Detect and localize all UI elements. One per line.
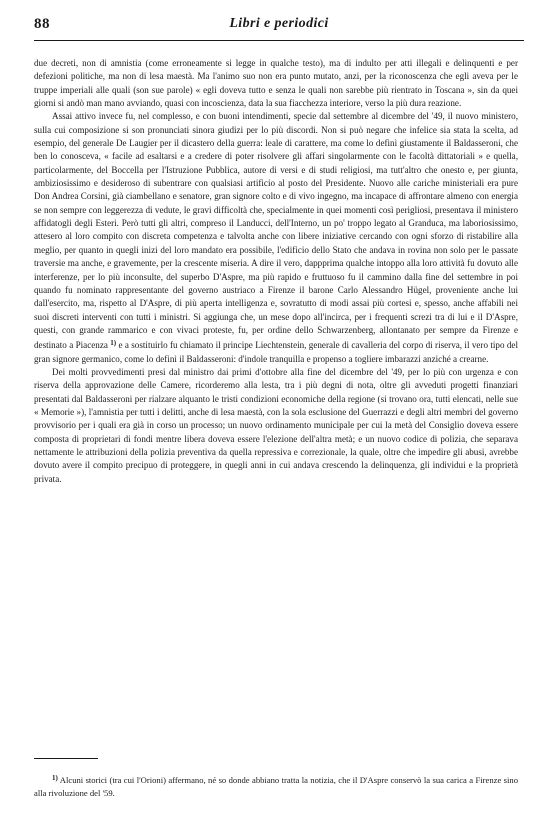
paragraph-1: due decreti, non di amnistia (come erroneamente si legge in qualche testo), ma di indulto per atti illegali e delinquenti e per defezioni politiche, ma non di lesa maestà. Ma l'animo suo non era punto mutato, anzi, per la riconoscenza che egli aveva per le truppe imperiali alle quali (son sue parole) « egli doveva tutto e senza le quali non sarebbe più rientrato in Toscana », sin da quei giorni si andò man mano avviando, quasi con incoscienza, data la sua fiacchezza interiore, verso la più dura reazione. <box>34 58 518 109</box>
paragraph-2 <box>34 110 518 366</box>
body-text <box>34 57 518 486</box>
footnote-mark: 1) <box>52 774 58 782</box>
paragraph-2-text: Assai attivo invece fu, nel complesso, e con buoni intendimenti, specie dal settembre al dicembre del '49, il nuovo ministero, sulla cui composizione si son pronunciati sinora giudizi per lo più discordi. Non si può negare che infelice sia stata la scelta, ad esempio, del generale De Laugier per il dicastero della guerra: leale di carattere, ma come lo definì giustamente il Baldasseroni, che ben lo conosceva, « facile ad esaltarsi e a credere di poter risolvere gli affari singolarmente con le facoltà dittatoriali » e quella, particolarmente, del Boccella per l'Istruzione Pubblica, autore di versi e di studi religiosi, ma tutt'altro che onesto e, per giunta, ambiziosissimo e desideroso di subentrare con qualsiasi artificio al posto del Presidente. Nuovo alle cariche ministeriali era pure Don Andrea Corsini, già ciambellano e senatore, gran signore colto e di vivo ingegno, ma incapace di affrontare almeno con energia se non sempre con leggerezza di vedute, le gravi difficoltà che, specialmente in quei momenti così perigliosi, presentava il ministero affidatogli degli Esteri. Però tutti gli altri, compreso il Landucci, dell'Interno, un po' troppo legato al Granduca, ma laboriosissimo, attesero al loro compito con discreta competenza e talvolta anche con libere iniziative cercando con ogni sforzo di ristabilire alla meglio, per quanto in quegli inizi del loro mandato era possibile, l'edificio dello Stato che andava in rovina non solo per le passate traversie ma anche, e gravemente, per la crescente miseria. A dire il vero, dappprima qualche intoppo alla loro attività fu dovuto alle interferenze, per lo più inconsulte, del superbo D'Aspre, ma più rapido e fruttuoso fu il cammino dalla fine del settembre in poi quando fu nominato rappresentante del governo austriaco a Firenze il barone Carlo Alessandro Hügel, proveniente anche lui dall'esercito, ma, rispetto al D'Aspre, di più aperta intelligenza e, sovratutto di modi assai più cortesi e, spesso, anche affabili nei suoi discreti interventi con tutti i ministri. Si aggiunga che, un mese dopo all'incirca, per i frequenti screzi tra di lui e il D'Aspre, questi, con grande rammarico e con vivaci proteste, fu, per ordine dello Schwarzenberg, allontanato per sempre da Firenze e destinato a Piacenza <box>34 111 518 351</box>
footnote-reference: 1) <box>110 339 117 348</box>
page-header <box>34 16 524 38</box>
page-number: 88 <box>34 16 50 32</box>
footnote <box>34 772 518 800</box>
footnote-text: Alcuni storici (tra cui l'Orioni) affermano, né so donde abbiano tratta la notizia, che il D'Aspre conservò la sua carica a Firenze sino alla rivoluzione del '59. <box>34 775 518 798</box>
paragraph-3: Dei molti provvedimenti presi dal ministro dai primi d'ottobre alla fine del dicembre del '49, per lo più con urgenza e con riserva della approvazione delle Camere, ricorderemo alla lesta, tra i più degni di nota, oltre gli avveduti progetti finanziari presentati dal Baldasseroni per rialzare alquanto le tristi condizioni economiche della regione (si trovano ora, tutti elencati, nelle sue « Memorie »), l'amnistia per tutti i delitti, anche di lesa maestà, con la sola esclusione del Guerrazzi e degli altri membri del governo provvisorio per i quali era già in corso un processo; un nuovo ordinamento municipale per cui la metà del Consiglio doveva essere composta di proprietari di fondi mentre libera doveva essere l'elezione dell'altra metà; e un nuovo codice di polizia, che separava nettamente le attribuzioni della polizia preventiva da quella repressiva e correzionale, la quale, oltre che impedire gli abusi, avrebbe dovuto avere il compito precipuo di proteggere, in quegli anni in cui andava crescendo la delinquenza, gli individui e la proprietà privata. <box>34 366 518 484</box>
running-title: Libri e periodici <box>229 16 329 31</box>
paragraph-2-continuation: e a sostituirlo fu chiamato il principe Liechtenstein, generale di cavalleria del corpo di riserva, il vero tipo del gran signore germanico, come lo definì il Baldasseroni: d'indole tranquilla e propenso a togliere imbarazzi anziché a crearne. <box>34 340 518 364</box>
footnote-rule <box>34 758 98 759</box>
header-rule <box>34 40 524 41</box>
